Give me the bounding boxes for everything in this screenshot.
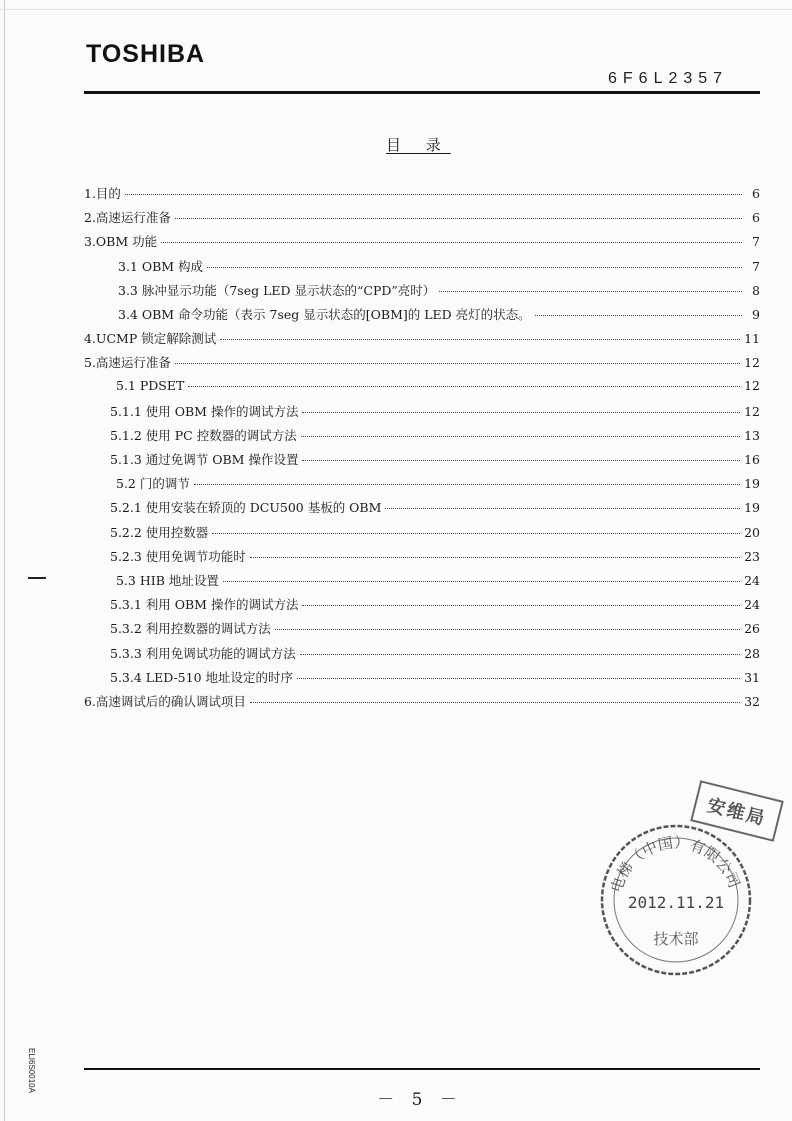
- toc-leader: [300, 654, 740, 655]
- toc-entry[interactable]: [84, 644, 760, 668]
- toc-entry-page: 26: [744, 621, 760, 637]
- toc-entry[interactable]: [84, 498, 760, 522]
- toc-entry-page: 16: [744, 452, 760, 468]
- toc-entry[interactable]: [84, 450, 760, 474]
- toc-entry[interactable]: [84, 668, 760, 692]
- header-rule: [84, 91, 760, 94]
- toc-entry[interactable]: [84, 232, 760, 256]
- side-code: ELI6S0010A: [27, 1048, 36, 1093]
- toc-entry-page: 12: [744, 355, 760, 371]
- toc-entry-page: 19: [744, 500, 760, 516]
- toc-entry-page: 20: [744, 524, 760, 540]
- toc-entry-label: 5.3.2 利用控数器的调试方法: [110, 621, 271, 637]
- toc-entry[interactable]: [84, 305, 760, 329]
- toc-leader: [275, 629, 740, 630]
- toc-entry-page: 7: [752, 234, 760, 250]
- toc-leader: [250, 702, 740, 703]
- toc-entry-label: 5.2.3 使用免调节功能时: [110, 548, 246, 564]
- rect-stamp-text: 安维局: [704, 795, 769, 830]
- toc-entry-label: 5.高速运行准备: [84, 355, 171, 371]
- toc-entry-label: 5.1 PDSET: [116, 377, 185, 393]
- toc-leader: [535, 315, 742, 316]
- toc-leader: [175, 218, 742, 219]
- round-stamp-dept: 技术部: [653, 930, 699, 948]
- toc-entry-label: 5.1.1 使用 OBM 操作的调试方法: [110, 403, 299, 419]
- toc-entry[interactable]: [84, 281, 760, 305]
- toc-entry-label: 6.高速调试后的确认调试项目: [84, 693, 246, 709]
- toc-entry-page: 6: [752, 186, 760, 201]
- brand-logo: TOSHIBA: [86, 40, 206, 68]
- toc-entry-page: 31: [744, 669, 760, 685]
- toc-leader: [439, 291, 742, 292]
- toc-entry[interactable]: [84, 523, 760, 547]
- margin-mark: [28, 577, 46, 579]
- toc-leader: [212, 533, 740, 534]
- toc-entry-page: 23: [744, 548, 760, 564]
- toc-leader: [250, 557, 740, 558]
- toc-entry-label: 5.1.3 通过免调节 OBM 操作设置: [110, 452, 299, 468]
- toc-entry[interactable]: [84, 378, 760, 402]
- toc-entry-label: 5.3.3 利用免调试功能的调试方法: [110, 645, 296, 661]
- footer-rule: [84, 1068, 760, 1070]
- toc-entry-label: 5.3 HIB 地址设置: [116, 573, 219, 588]
- toc-entry[interactable]: [84, 184, 760, 208]
- toc-leader: [175, 363, 740, 364]
- scan-edge-left: [4, 0, 5, 1121]
- toc-leader: [301, 436, 740, 437]
- document-number: 6F6L2357: [608, 70, 729, 87]
- toc-entry[interactable]: [84, 257, 760, 281]
- round-stamp: [598, 822, 754, 978]
- toc-leader: [297, 678, 740, 679]
- toc-leader: [223, 581, 740, 582]
- toc-entry[interactable]: [84, 571, 760, 595]
- toc-entry[interactable]: [84, 692, 760, 716]
- toc-leader: [385, 508, 740, 509]
- round-stamp-seal: [598, 822, 754, 978]
- toc-entry-label: 5.2 门的调节: [116, 476, 190, 492]
- toc-entry-label: 3.1 OBM 构成: [118, 258, 204, 274]
- toc-entry-page: 32: [744, 693, 760, 709]
- toc-entry-page: 8: [752, 282, 760, 298]
- toc-entry-page: 13: [744, 427, 760, 443]
- toc-entry[interactable]: [84, 402, 760, 426]
- toc-entry[interactable]: [84, 474, 760, 498]
- toc-entry-label: 2.高速运行准备: [84, 210, 171, 226]
- toc-entry-page: 28: [744, 645, 760, 661]
- toc-leader: [125, 194, 742, 195]
- toc-entry-page: 24: [744, 597, 760, 613]
- toc-entry[interactable]: [84, 353, 760, 377]
- toc-entry-label: 3.3 脉冲显示功能（7seg LED 显示状态的“CPD”亮时）: [118, 282, 436, 298]
- toc-entry-page: 24: [744, 573, 760, 588]
- toc-leader: [207, 267, 742, 268]
- toc-entry[interactable]: [84, 329, 760, 353]
- table-of-contents: [84, 184, 760, 716]
- toc-entry-page: 11: [744, 331, 760, 347]
- toc-entry-label: 5.2.2 使用控数器: [110, 524, 209, 540]
- toc-leader: [194, 484, 740, 485]
- toc-leader: [302, 605, 740, 606]
- toc-entry-page: 6: [752, 210, 760, 226]
- toc-entry-label: 1.目的: [84, 186, 121, 201]
- toc-entry-page: 7: [752, 258, 760, 274]
- toc-entry[interactable]: [84, 619, 760, 643]
- page-number: － 5 －: [377, 1090, 463, 1110]
- toc-entry-page: 12: [744, 377, 760, 393]
- toc-entry[interactable]: [84, 547, 760, 571]
- toc-entry-label: 4.UCMP 锁定解除测试: [84, 331, 217, 347]
- toc-leader: [302, 412, 740, 413]
- round-stamp-top-text: 电梯（中国）有限公司: [607, 833, 744, 895]
- toc-leader: [161, 242, 742, 243]
- toc-entry[interactable]: [84, 426, 760, 450]
- toc-entry[interactable]: [84, 208, 760, 232]
- toc-entry-label: 5.3.1 利用 OBM 操作的调试方法: [110, 597, 299, 613]
- toc-leader: [302, 460, 740, 461]
- toc-title: 目 录: [386, 136, 451, 154]
- toc-entry-label: 3.4 OBM 命令功能（表示 7seg 显示状态的[OBM]的 LED 亮灯的状态。: [118, 306, 531, 322]
- toc-entry-page: 19: [744, 476, 760, 492]
- toc-entry-label: 5.3.4 LED-510 地址设定的时序: [110, 669, 294, 685]
- toc-entry-label: 5.2.1 使用安装在轿顶的 DCU500 基板的 OBM: [110, 500, 382, 516]
- toc-entry-page: 9: [752, 306, 760, 322]
- round-stamp-date: 2012.11.21: [627, 893, 725, 912]
- scan-edge-top: [0, 9, 792, 10]
- toc-leader: [220, 339, 740, 340]
- toc-entry-label: 5.1.2 使用 PC 控数器的调试方法: [110, 427, 297, 443]
- toc-entry[interactable]: [84, 595, 760, 619]
- toc-leader: [188, 386, 740, 387]
- toc-entry-page: 12: [744, 403, 760, 419]
- toc-entry-label: 3.OBM 功能: [84, 234, 158, 250]
